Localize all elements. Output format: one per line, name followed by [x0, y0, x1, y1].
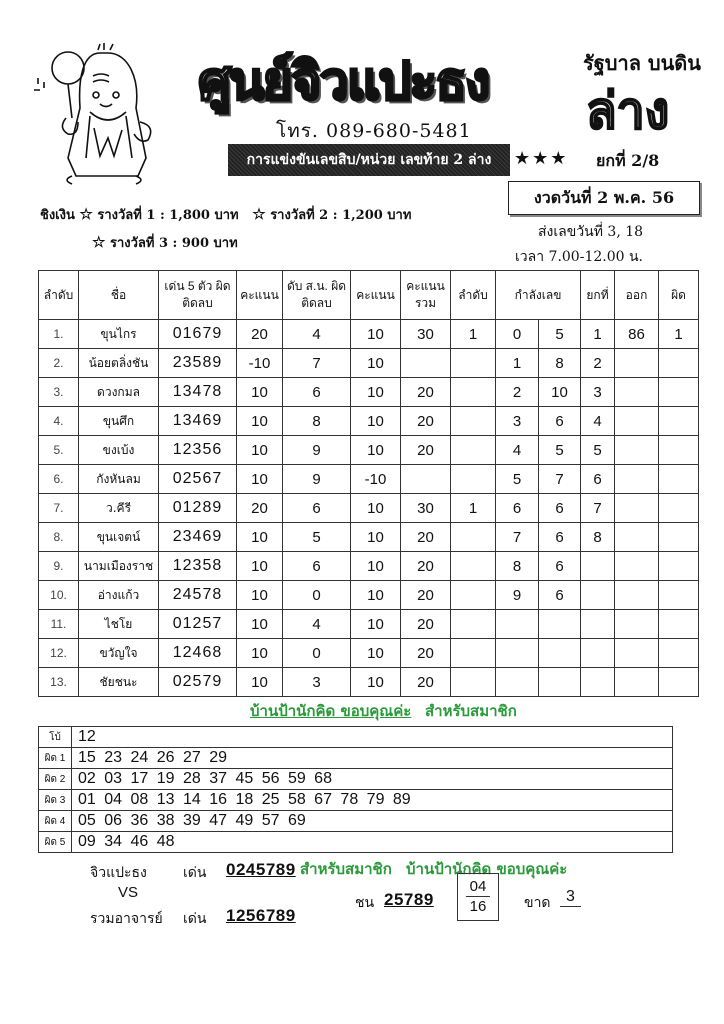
cell-score: 20 — [237, 320, 283, 349]
cell-dab: 5 — [283, 523, 351, 552]
lower-label: ล่าง — [586, 81, 670, 140]
summary-table — [38, 726, 673, 853]
cell-dab: 6 — [283, 378, 351, 407]
cell-total: 30 — [401, 320, 451, 349]
cell-out — [615, 436, 659, 465]
summary-label: ผิด 1 — [39, 748, 72, 769]
cell-idx: 2. — [39, 349, 79, 378]
cell-round: 7 — [581, 494, 615, 523]
cell-rank — [451, 378, 496, 407]
summary-row — [39, 727, 673, 748]
cell-round: 4 — [581, 407, 615, 436]
cell-idx: 13. — [39, 668, 79, 697]
cell-score2: 10 — [351, 581, 401, 610]
cell-p1: 6 — [496, 494, 539, 523]
summary-row — [39, 769, 673, 790]
cell-miss — [659, 552, 699, 581]
cell-idx: 6. — [39, 465, 79, 494]
summary-row — [39, 790, 673, 811]
col-header: ลำดับ — [451, 271, 496, 320]
col-header: คะแนน รวม — [401, 271, 451, 320]
star-icon: ☆ — [79, 205, 93, 223]
cell-score2: 10 — [351, 320, 401, 349]
cell-rank — [451, 668, 496, 697]
summary-values: 01 04 08 13 14 16 18 25 58 67 78 79 89 — [72, 790, 673, 811]
cell-score2: 10 — [351, 523, 401, 552]
summary-label: โบ้ — [39, 727, 72, 748]
cell-p2: 7 — [539, 465, 581, 494]
cell-name: ขุนเจตน์ — [79, 523, 159, 552]
cell-out — [615, 581, 659, 610]
cell-five: 24578 — [159, 581, 237, 610]
results-table — [38, 270, 699, 697]
cell-score2: 10 — [351, 552, 401, 581]
round-label: ยกที่ 2/8 — [596, 151, 660, 170]
cell-score: 10 — [237, 581, 283, 610]
cell-name: ไชโย — [79, 610, 159, 639]
cell-score: 10 — [237, 610, 283, 639]
cell-score: 10 — [237, 378, 283, 407]
cell-miss — [659, 523, 699, 552]
cell-name: กังหันลม — [79, 465, 159, 494]
col-header: ยกที่ — [581, 271, 615, 320]
cell-p2: 6 — [539, 552, 581, 581]
cell-dab: 8 — [283, 407, 351, 436]
cell-total: 20 — [401, 581, 451, 610]
summary-row — [39, 811, 673, 832]
cell-out — [615, 610, 659, 639]
play-label: เด่น — [183, 865, 207, 881]
cell-miss — [659, 407, 699, 436]
cell-total — [401, 465, 451, 494]
cell-p1: 7 — [496, 523, 539, 552]
cell-p2: 6 — [539, 581, 581, 610]
cell-idx: 1. — [39, 320, 79, 349]
cell-rank — [451, 407, 496, 436]
cell-score2: 10 — [351, 378, 401, 407]
cell-out — [615, 349, 659, 378]
cell-rank: 1 — [451, 320, 496, 349]
table-row — [39, 436, 699, 465]
cell-p1: 8 — [496, 552, 539, 581]
miss-number: 3 — [560, 888, 581, 907]
cell-five: 13478 — [159, 378, 237, 407]
cell-score: 10 — [237, 523, 283, 552]
cell-out — [615, 523, 659, 552]
cell-p2 — [539, 668, 581, 697]
col-header: เด่น 5 ตัว ผิดติดลบ — [159, 271, 237, 320]
prize-2: รางวัลที่ 2 : 1,200 บาท — [270, 208, 412, 223]
cell-p1 — [496, 639, 539, 668]
win-number: 25789 — [384, 890, 434, 909]
draw-date-box: งวดวันที่ 2 พ.ค. 56 — [508, 181, 700, 215]
cell-round — [581, 581, 615, 610]
cell-total: 20 — [401, 668, 451, 697]
watermark-line-1: สำหรับสมาชิก — [425, 702, 517, 720]
cell-dab: 7 — [283, 349, 351, 378]
cell-miss — [659, 668, 699, 697]
prize-1: รางวัลที่ 1 : 1,800 บาท — [97, 208, 239, 223]
cell-miss: 1 — [659, 320, 699, 349]
cell-out: 86 — [615, 320, 659, 349]
cell-five: 02567 — [159, 465, 237, 494]
cell-p2 — [539, 610, 581, 639]
category-label: รัฐบาล บนดิน — [583, 51, 701, 75]
cell-p2: 5 — [539, 436, 581, 465]
team-1-name: จิวแปะธง — [90, 865, 147, 881]
cell-miss — [659, 436, 699, 465]
table-row — [39, 668, 699, 697]
cell-name: ขุนศึก — [79, 407, 159, 436]
cell-idx: 7. — [39, 494, 79, 523]
cell-round: 6 — [581, 465, 615, 494]
fraction-top: 04 — [466, 878, 490, 897]
cell-idx: 5. — [39, 436, 79, 465]
col-header: กำลังเลข — [496, 271, 581, 320]
cell-score2: 10 — [351, 610, 401, 639]
cell-total: 20 — [401, 639, 451, 668]
col-header: ลำดับ — [39, 271, 79, 320]
cell-score2: 10 — [351, 494, 401, 523]
cell-round: 2 — [581, 349, 615, 378]
cell-p1: 3 — [496, 407, 539, 436]
cell-miss — [659, 494, 699, 523]
table-row — [39, 639, 699, 668]
prize-line-1 — [40, 204, 411, 225]
cell-score2: 10 — [351, 436, 401, 465]
cell-name: อ่างแก้ว — [79, 581, 159, 610]
fraction-bottom: 16 — [469, 898, 487, 915]
cell-five: 01679 — [159, 320, 237, 349]
cell-idx: 9. — [39, 552, 79, 581]
cell-round — [581, 668, 615, 697]
summary-values: 15 23 24 26 27 29 — [72, 748, 673, 769]
table-row — [39, 407, 699, 436]
cell-rank — [451, 581, 496, 610]
cell-round: 5 — [581, 436, 615, 465]
versus-label: VS — [118, 884, 139, 901]
cell-dab: 4 — [283, 610, 351, 639]
cell-p1: 4 — [496, 436, 539, 465]
cell-total: 20 — [401, 378, 451, 407]
cell-name: ขุนไกร — [79, 320, 159, 349]
cell-score: 10 — [237, 465, 283, 494]
cell-dab: 0 — [283, 581, 351, 610]
col-header: ออก — [615, 271, 659, 320]
cell-round: 8 — [581, 523, 615, 552]
send-days: ส่งเลขวันที่ 3, 18 — [538, 224, 644, 240]
fraction-box — [457, 873, 499, 921]
cell-miss — [659, 639, 699, 668]
table-row — [39, 349, 699, 378]
col-header: คะแนน — [351, 271, 401, 320]
cell-score: 10 — [237, 407, 283, 436]
table-row — [39, 465, 699, 494]
cell-score2: 10 — [351, 349, 401, 378]
cell-name: น้อยตลิ่งชัน — [79, 349, 159, 378]
cell-miss — [659, 349, 699, 378]
team-2-name: รวมอาจารย์ — [90, 911, 163, 927]
team-1-number: 0245789 — [226, 860, 296, 879]
table-row — [39, 581, 699, 610]
cell-name: ชัยชนะ — [79, 668, 159, 697]
cell-out — [615, 552, 659, 581]
star-icon: ☆ — [92, 233, 106, 251]
watermark-line-1: สำหรับสมาชิก — [300, 860, 392, 878]
cell-score: 10 — [237, 639, 283, 668]
cell-p2: 5 — [539, 320, 581, 349]
star-icon: ☆ — [252, 205, 266, 223]
watermark-line-2: บ้านป้านักคิด ขอบคุณค่ะ — [250, 702, 412, 720]
col-header: ชื่อ — [79, 271, 159, 320]
old-man-mascot-icon — [28, 38, 178, 188]
cell-dab: 4 — [283, 320, 351, 349]
table-row — [39, 378, 699, 407]
cell-idx: 3. — [39, 378, 79, 407]
cell-rank — [451, 465, 496, 494]
page-title: ศูนย์จิวแปะธง — [198, 51, 489, 112]
cell-miss — [659, 378, 699, 407]
cell-score2: -10 — [351, 465, 401, 494]
cell-name: ขงเบ้ง — [79, 436, 159, 465]
cell-p1: 5 — [496, 465, 539, 494]
win-label: ชน — [355, 895, 375, 911]
cell-dab: 3 — [283, 668, 351, 697]
table-row — [39, 523, 699, 552]
cell-p2: 8 — [539, 349, 581, 378]
cell-five: 12356 — [159, 436, 237, 465]
competition-subtitle: การแข่งขันเลขสิบ/หน่วย เลขท้าย 2 ล่าง — [228, 144, 510, 176]
cell-total: 20 — [401, 407, 451, 436]
summary-values: 02 03 17 19 28 37 45 56 59 68 — [72, 769, 673, 790]
cell-rank — [451, 639, 496, 668]
cell-idx: 10. — [39, 581, 79, 610]
cell-dab: 6 — [283, 494, 351, 523]
cell-out — [615, 378, 659, 407]
cell-score2: 10 — [351, 639, 401, 668]
cell-miss — [659, 581, 699, 610]
cell-total: 20 — [401, 610, 451, 639]
cell-five: 01289 — [159, 494, 237, 523]
cell-p2: 6 — [539, 494, 581, 523]
cell-rank: 1 — [451, 494, 496, 523]
summary-label: ผิด 4 — [39, 811, 72, 832]
cell-name: ว.คีรี — [79, 494, 159, 523]
cell-total: 30 — [401, 494, 451, 523]
table-row — [39, 552, 699, 581]
team-2-number: 1256789 — [226, 906, 296, 925]
cell-p1 — [496, 668, 539, 697]
cell-idx: 11. — [39, 610, 79, 639]
summary-values: 12 — [72, 727, 673, 748]
summary-label: ผิด 3 — [39, 790, 72, 811]
cell-score2: 10 — [351, 668, 401, 697]
cell-idx: 8. — [39, 523, 79, 552]
cell-total: 20 — [401, 436, 451, 465]
cell-rank — [451, 552, 496, 581]
cell-total: 20 — [401, 552, 451, 581]
cell-five: 12358 — [159, 552, 237, 581]
summary-label: ผิด 5 — [39, 832, 72, 853]
cell-round: 3 — [581, 378, 615, 407]
cell-dab: 6 — [283, 552, 351, 581]
cell-five: 23589 — [159, 349, 237, 378]
summary-label: ผิด 2 — [39, 769, 72, 790]
cell-five: 01257 — [159, 610, 237, 639]
cell-idx: 12. — [39, 639, 79, 668]
table-row — [39, 320, 699, 349]
watermark-line-2: บ้านป้านักคิด ขอบคุณค่ะ — [406, 860, 568, 878]
prize-3: รางวัลที่ 3 : 900 บาท — [109, 236, 238, 251]
col-header: ผิด — [659, 271, 699, 320]
cell-total — [401, 349, 451, 378]
cell-name: ดวงกมล — [79, 378, 159, 407]
cell-p1: 0 — [496, 320, 539, 349]
cell-p1: 1 — [496, 349, 539, 378]
prize-line-2 — [92, 232, 238, 253]
cell-score: 10 — [237, 436, 283, 465]
col-header: ดับ ส.น. ผิดติดลบ — [283, 271, 351, 320]
cell-out — [615, 668, 659, 697]
rating-stars-icon: ★★★ — [514, 148, 569, 169]
cell-p1: 9 — [496, 581, 539, 610]
cell-p2: 10 — [539, 378, 581, 407]
send-time: เวลา 7.00-12.00 น. — [515, 249, 643, 265]
cell-score2: 10 — [351, 407, 401, 436]
cell-round — [581, 639, 615, 668]
summary-values: 09 34 46 48 — [72, 832, 673, 853]
cell-out — [615, 407, 659, 436]
cell-round: 1 — [581, 320, 615, 349]
cell-p1: 2 — [496, 378, 539, 407]
summary-row — [39, 748, 673, 769]
cell-miss — [659, 610, 699, 639]
cell-dab: 9 — [283, 465, 351, 494]
cell-name: นามเมืองราช — [79, 552, 159, 581]
cell-total: 20 — [401, 523, 451, 552]
summary-values: 05 06 36 38 39 47 49 57 69 — [72, 811, 673, 832]
cell-five: 12468 — [159, 639, 237, 668]
summary-row — [39, 832, 673, 853]
cell-out — [615, 639, 659, 668]
cell-five: 13469 — [159, 407, 237, 436]
play-label: เด่น — [183, 911, 207, 927]
cell-round — [581, 610, 615, 639]
cell-round — [581, 552, 615, 581]
col-header: คะแนน — [237, 271, 283, 320]
miss-label: ขาด — [524, 895, 551, 911]
cell-name: ขวัญใจ — [79, 639, 159, 668]
cell-miss — [659, 465, 699, 494]
cell-score: 10 — [237, 668, 283, 697]
cell-rank — [451, 436, 496, 465]
cell-five: 23469 — [159, 523, 237, 552]
cell-out — [615, 465, 659, 494]
cell-idx: 4. — [39, 407, 79, 436]
cell-score: -10 — [237, 349, 283, 378]
table-row — [39, 610, 699, 639]
table-row — [39, 494, 699, 523]
cell-p2: 6 — [539, 523, 581, 552]
table-header-row — [39, 271, 699, 320]
cell-p2: 6 — [539, 407, 581, 436]
cell-p1 — [496, 610, 539, 639]
cell-p2 — [539, 639, 581, 668]
phone-number: โทร. 089-680-5481 — [276, 120, 472, 142]
cell-out — [615, 494, 659, 523]
cell-five: 02579 — [159, 668, 237, 697]
cell-rank — [451, 349, 496, 378]
cell-rank — [451, 523, 496, 552]
cell-dab: 0 — [283, 639, 351, 668]
cell-dab: 9 — [283, 436, 351, 465]
cell-rank — [451, 610, 496, 639]
cell-score: 20 — [237, 494, 283, 523]
prize-label: ชิงเงิน — [40, 208, 75, 223]
cell-score: 10 — [237, 552, 283, 581]
